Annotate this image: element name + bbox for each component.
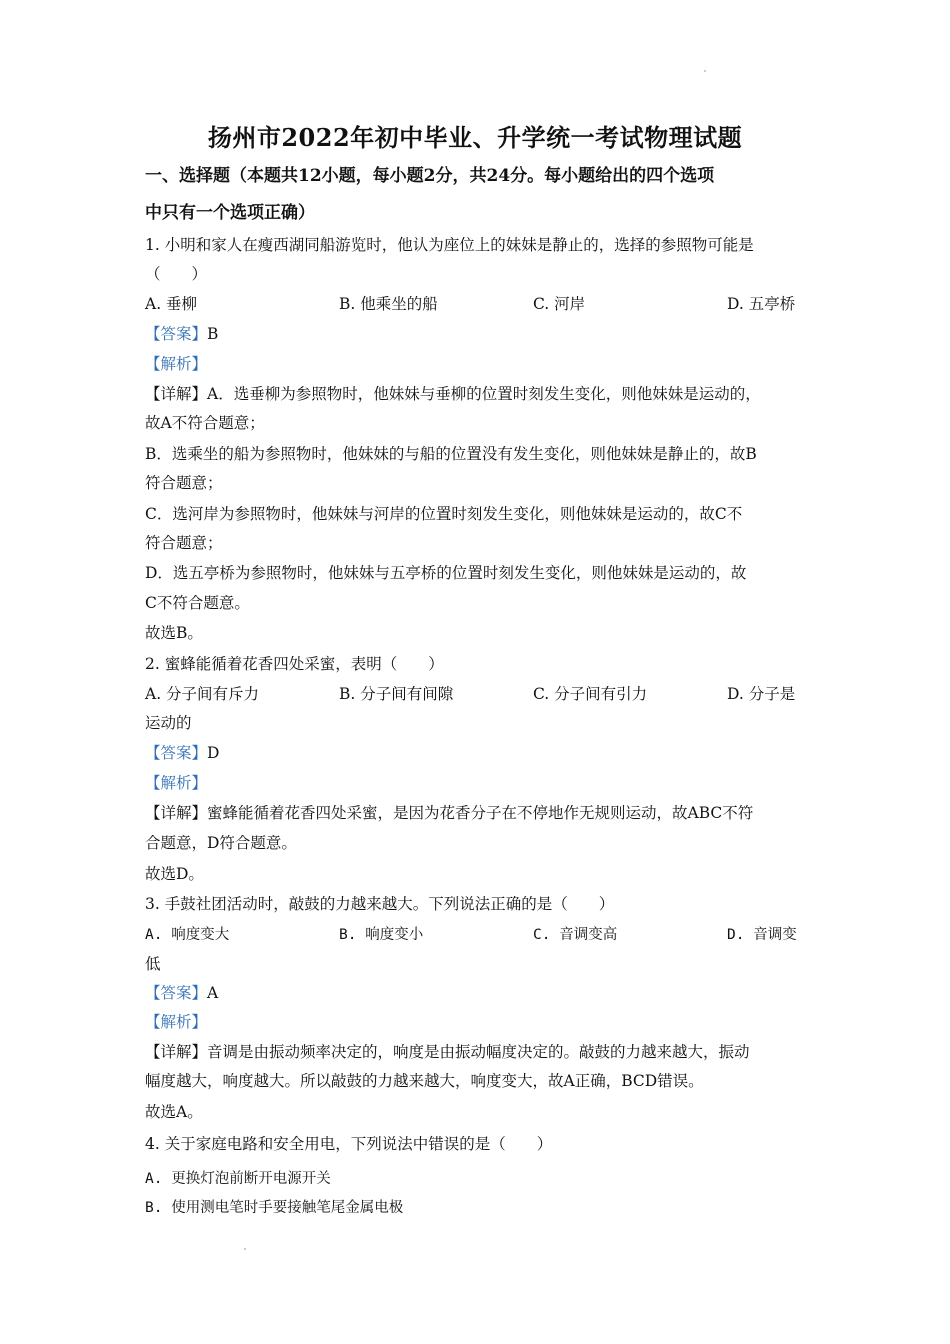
q1-option-b: B. 他乘坐的船	[339, 295, 438, 313]
q1-detail-line: 故A不符合题意；	[145, 414, 265, 432]
q3-stem: 3. 手鼓社团活动时，敲鼓的力越来越大。下列说法正确的是（ ）	[145, 895, 615, 913]
q3-option-d-wrap: 低	[145, 955, 161, 973]
q2-detail	[145, 803, 753, 823]
q2-detail-line: 合题意，D符合题意。	[145, 834, 297, 852]
q1-detail-line: C．选河岸为参照物时，他妹妹与河岸的位置时刻发生变化，则他妹妹是运动的，故C不	[145, 505, 743, 523]
answer-label: 【答案】	[145, 325, 208, 343]
q3-detail-line: 幅度越大，响度越大。所以敲鼓的力越来越大，响度变大，故A正确，BCD错误。	[145, 1072, 704, 1090]
q3-option-d: D. 音调变	[727, 927, 797, 943]
page-mark-top	[704, 70, 706, 72]
analysis-label: 【解析】	[145, 1013, 208, 1031]
section-heading-line2: 中只有一个选项正确）	[145, 203, 315, 223]
q3-detail-text: 音调是由振动频率决定的，响度是由振动幅度决定的。敲鼓的力越来越大，振动	[207, 1043, 750, 1061]
q2-answer-value: D	[207, 744, 220, 762]
q1-detail-line: B．选乘坐的船为参照物时，他妹妹的与船的位置没有发生变化，则他妹妹是静止的，故B	[145, 445, 757, 463]
q4-stem: 4. 关于家庭电路和安全用电，下列说法中错误的是（ ）	[145, 1135, 553, 1153]
q4-option-b: B. 使用测电笔时手要接触笔尾金属电极	[145, 1200, 404, 1216]
analysis-label: 【解析】	[145, 355, 208, 373]
q2-option-b: B. 分子间有间隙	[339, 685, 454, 703]
q1-option-d: D. 五亭桥	[727, 295, 796, 313]
q1-stem-cont: （ ）	[145, 265, 208, 283]
analysis-label: 【解析】	[145, 774, 208, 792]
q1-stem: 1. 小明和家人在瘦西湖同船游览时，他认为座位上的妹妹是静止的，选择的参照物可能是	[145, 236, 754, 254]
q3-detail	[145, 1042, 750, 1062]
detail-label: 【详解】	[145, 804, 208, 822]
answer-label: 【答案】	[145, 744, 208, 762]
q3-answer	[145, 983, 218, 1003]
q3-option-b: B. 响度变小	[339, 927, 424, 943]
section-heading-line1: 一、选择题（本题共12小题，每小题2分，共24分。每小题给出的四个选项	[145, 166, 715, 186]
q1-detail	[145, 384, 761, 404]
q1-detail-line: 符合题意；	[145, 474, 223, 492]
q3-answer-value: A	[207, 984, 219, 1002]
q1-conclusion: 故选B。	[145, 624, 203, 642]
detail-label: 【详解】	[145, 385, 208, 403]
q2-detail-text: 蜜蜂能循着花香四处采蜜，是因为花香分子在不停地作无规则运动，故ABC不符	[207, 804, 754, 822]
q4-option-a: A. 更换灯泡前断开电源开关	[145, 1171, 331, 1187]
q3-option-c: C. 音调变高	[533, 927, 618, 943]
q2-option-d: D. 分子是	[727, 685, 796, 703]
q2-answer	[145, 743, 219, 763]
q2-option-d-wrap: 运动的	[145, 714, 192, 732]
q1-detail-text: A．选垂柳为参照物时，他妹妹与垂柳的位置时刻发生变化，则他妹妹是运动的，	[207, 385, 761, 403]
q3-conclusion: 故选A。	[145, 1103, 203, 1121]
q1-option-a: A. 垂柳	[145, 295, 198, 313]
q1-option-c: C. 河岸	[533, 295, 586, 313]
q1-analysis	[145, 354, 207, 374]
q3-analysis	[145, 1012, 207, 1032]
document-title: 扬州市2022年初中毕业、升学统一考试物理试题	[207, 123, 743, 152]
q3-option-a: A. 响度变大	[145, 927, 230, 943]
q2-conclusion: 故选D。	[145, 865, 204, 883]
q2-option-a: A. 分子间有斥力	[145, 685, 260, 703]
q1-detail-line: D．选五亭桥为参照物时，他妹妹与五亭桥的位置时刻发生变化，则他妹妹是运动的，故	[145, 564, 747, 582]
q1-answer-value: B	[207, 325, 219, 343]
q2-stem: 2. 蜜蜂能循着花香四处采蜜，表明（ ）	[145, 655, 444, 673]
detail-label: 【详解】	[145, 1043, 208, 1061]
q1-detail-line: C不符合题意。	[145, 594, 250, 612]
page-mark-bottom	[244, 1248, 246, 1250]
q1-detail-line: 符合题意；	[145, 534, 223, 552]
q2-option-c: C. 分子间有引力	[533, 685, 648, 703]
answer-label: 【答案】	[145, 984, 208, 1002]
q1-answer	[145, 324, 218, 344]
q2-analysis	[145, 773, 207, 793]
